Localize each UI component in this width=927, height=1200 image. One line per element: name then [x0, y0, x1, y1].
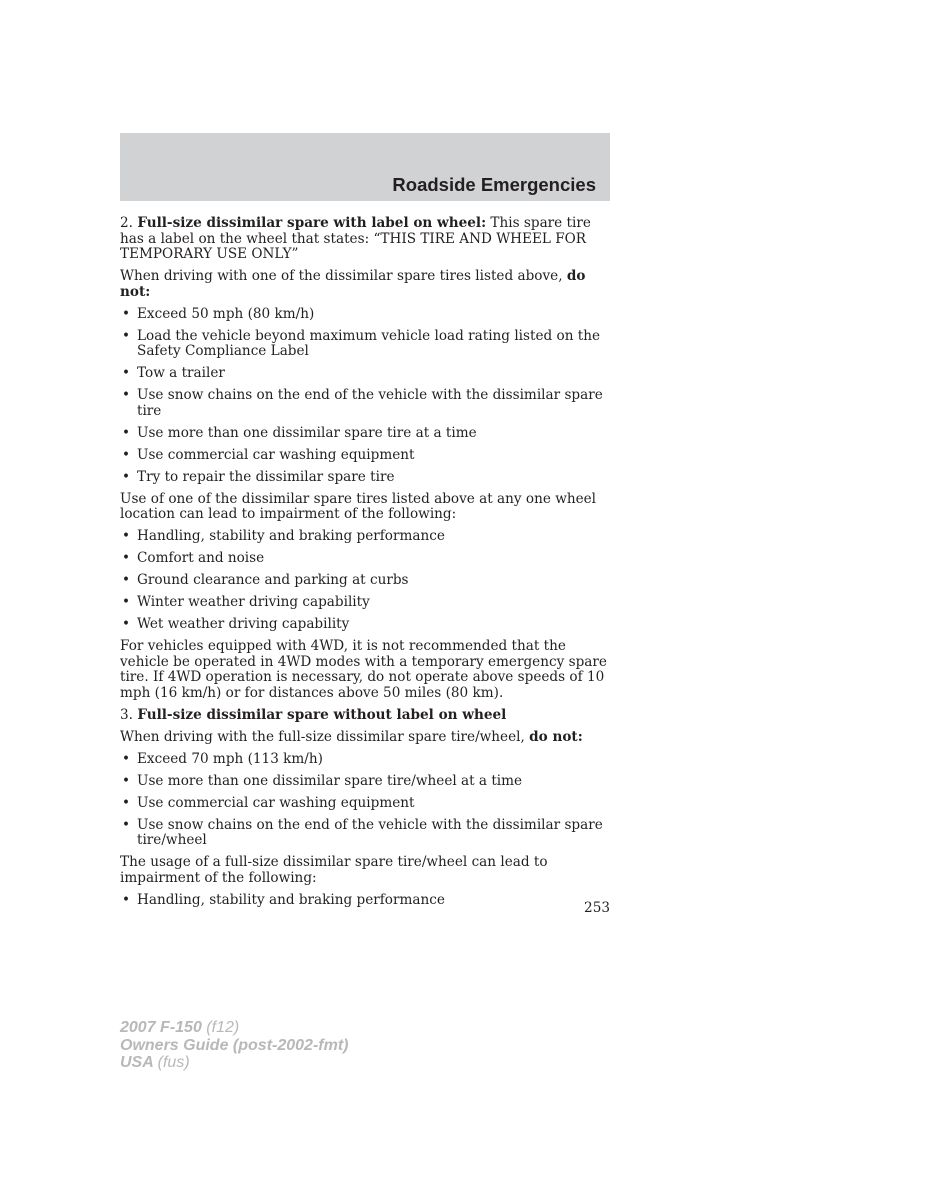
section-header-band — [120, 133, 610, 201]
usage-list — [120, 893, 610, 909]
donot-intro-emphasis: do not: — [120, 268, 586, 300]
bullet-icon: • — [122, 387, 131, 403]
bullet-icon: • — [122, 594, 131, 610]
impairment-intro: Use of one of the dissimilar spare tires listed above at any one wheel location can lead to impairment of the following: — [120, 490, 597, 522]
list-item: • Exceed 70 mph (113 km/h) — [122, 750, 323, 767]
section-2-paragraph — [120, 216, 610, 263]
list-item: • Use commercial car washing equipment — [122, 446, 415, 463]
bullet-icon: • — [122, 528, 131, 544]
page-number: 253 — [584, 900, 610, 916]
section-2-heading: Full-size dissimilar spare with label on wheel: — [137, 215, 487, 231]
bullet-icon: • — [122, 816, 131, 833]
bullet-icon: • — [122, 305, 131, 322]
section-3-paragraph — [120, 708, 610, 724]
list-item: • Use commercial car washing equipment — [122, 794, 415, 811]
footer-line-guide: Owners Guide (post-2002-fmt) — [120, 1036, 349, 1054]
section-title: Roadside Emergencies — [392, 174, 596, 195]
list-item: • Wet weather driving capability — [122, 616, 350, 632]
donot-intro-paragraph — [120, 269, 610, 300]
impairment-list — [120, 529, 610, 633]
bullet-icon: • — [122, 794, 131, 811]
document-footer — [120, 1019, 348, 1072]
list-item: • Use snow chains on the end of the vehicle with the dissimilar spare tire — [122, 387, 603, 419]
donot-intro-text: When driving with one of the dissimilar spare tires listed above, — [120, 268, 563, 284]
donot-list — [120, 307, 610, 486]
donot-intro-2-emphasis: do not: — [529, 728, 583, 745]
section-3-heading: Full-size dissimilar spare without label on wheel — [137, 706, 507, 723]
bullet-icon: • — [122, 572, 131, 588]
bullet-icon: • — [122, 365, 131, 381]
list-item: • Try to repair the dissimilar spare tire — [122, 468, 395, 485]
donot-list-2 — [120, 752, 610, 849]
section-2-number: 2. — [120, 215, 133, 231]
list-item: • Use more than one dissimilar spare tire at a time — [122, 424, 477, 441]
bullet-icon: • — [122, 616, 131, 632]
usage-intro: The usage of a full-size dissimilar spare tire/wheel can lead to impairment of the following: — [120, 854, 548, 886]
bullet-icon: • — [122, 772, 131, 789]
fourwd-note: For vehicles equipped with 4WD, it is not recommended that the vehicle be operated in 4WD modes with a temporary emergency spare tire. If 4WD operation is necessary, do not operate above speeds of 10 mph (16 km/h) or for distances above 50 miles (80 km). — [120, 638, 607, 701]
bullet-icon: • — [122, 550, 131, 566]
page-content — [120, 216, 610, 915]
list-item: • Winter weather driving capability — [122, 594, 370, 610]
bullet-icon: • — [122, 424, 131, 441]
section-2-text: This spare tire has a label on the wheel that states: “THIS TIRE AND WHEEL FOR TEMPORARY USE ONLY” — [120, 215, 591, 262]
bullet-icon: • — [122, 468, 131, 485]
list-item: • Use more than one dissimilar spare tire/wheel at a time — [122, 772, 523, 789]
list-item: • Load the vehicle beyond maximum vehicle load rating listed on the Safety Compliance Label — [122, 327, 601, 359]
footer-line-model: 2007 F-150 (f12) — [120, 1019, 240, 1036]
list-item: • Comfort and noise — [122, 550, 265, 566]
list-item: • Use snow chains on the end of the vehicle with the dissimilar spare tire/wheel — [122, 816, 603, 848]
list-item: • Handling, stability and braking performance — [122, 891, 445, 908]
donot-intro-2-paragraph — [120, 730, 610, 746]
list-item: • Tow a trailer — [122, 365, 225, 381]
bullet-icon: • — [122, 327, 131, 344]
list-item: • Exceed 50 mph (80 km/h) — [122, 305, 315, 322]
bullet-icon: • — [122, 750, 131, 767]
donot-intro-2-text: When driving with the full-size dissimilar spare tire/wheel, — [120, 728, 525, 745]
list-item: • Handling, stability and braking performance — [122, 528, 445, 544]
section-3-number: 3. — [120, 706, 133, 723]
bullet-icon: • — [122, 446, 131, 463]
bullet-icon: • — [122, 891, 131, 908]
footer-line-market: USA (fus) — [120, 1054, 190, 1071]
list-item: • Ground clearance and parking at curbs — [122, 572, 409, 588]
